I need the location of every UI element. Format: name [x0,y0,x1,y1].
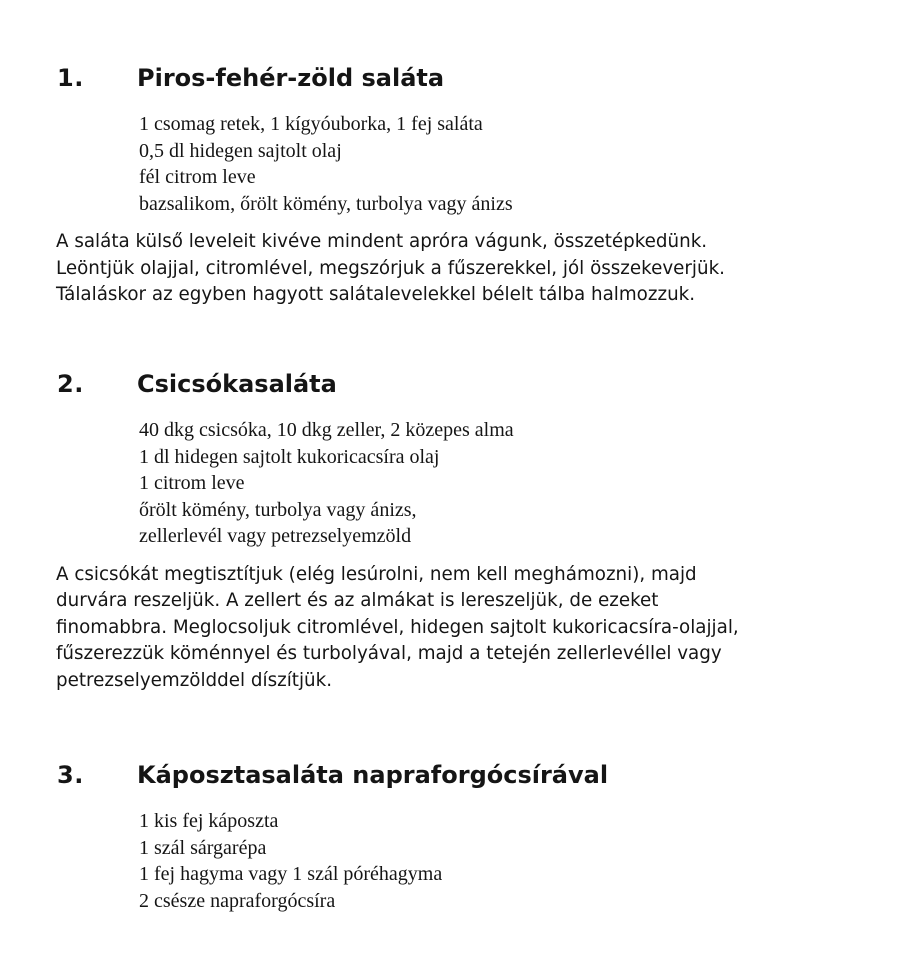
recipe-header [0,58,900,102]
recipe-header [0,755,900,799]
ingredient-item: 1 szál sárgarépa [139,836,267,859]
ingredient-item: bazsalikom, őrölt kömény, turbolya vagy ánizs [139,192,513,215]
recipe-3 [0,755,900,914]
ingredient-item: 40 dkg csicsóka, 10 dkg zeller, 2 közepes alma [139,419,514,441]
method-line: Leöntjük olajjal, citromlével, megszórjuk a fűszerekkel, jól összekeverjük. [56,257,725,279]
ingredient-list [139,417,900,550]
ingredient-item: őrölt kömény, turbolya vagy ánizs, [139,498,417,521]
method-text [56,562,856,695]
method-line: Tálaláskor az egyben hagyott salátalevelekkel bélelt tálba halmozzuk. [56,284,696,305]
ingredient-item: 1 fej hagyma vagy 1 szál póréhagyma [139,863,443,885]
method-line: durvára reszeljük. A zellert és az almákat is lereszeljük, de ezeket [56,590,659,611]
ingredient-item: zellerlevél vagy petrezselyemzöld [139,525,412,547]
recipe-title: Piros-fehér-zöld saláta [137,64,445,92]
ingredient-item: 1 citrom leve [139,472,245,494]
method-line: A csicsókát megtisztítjuk (elég lesúrolni, nem kell meghámozni), majd [56,563,697,585]
ingredient-item: 2 csésze napraforgócsíra [139,889,336,912]
ingredient-list [139,111,900,217]
ingredient-item: 0,5 dl hidegen sajtolt olaj [139,139,342,162]
recipe-number: 3. [57,761,84,789]
ingredient-item: 1 kis fej káposzta [139,810,279,832]
method-line: finomabbra. Meglocsoljuk citromlével, hidegen sajtolt kukoricacsíra-olajjal, [56,616,739,638]
method-line: petrezselyemzölddel díszítjük. [56,669,333,691]
method-line: fűszerezzük köménnyel és turbolyával, majd a tetején zellerlevéllel vagy [56,643,722,664]
ingredient-list [139,808,900,914]
recipe-number: 2. [57,370,84,398]
recipe-header [0,364,900,408]
recipe-1 [0,58,900,309]
ingredient-item: 1 dl hidegen sajtolt kukoricacsíra olaj [139,445,440,468]
ingredient-item: 1 csomag retek, 1 kígyóuborka, 1 fej saláta [139,113,483,135]
recipe-title: Csicsókasaláta [137,370,337,398]
recipe-number: 1. [57,64,84,92]
method-text [56,229,856,309]
method-line: A saláta külső leveleit kivéve mindent apróra vágunk, összetépkedünk. [56,231,708,252]
ingredient-item: fél citrom leve [139,166,256,188]
recipe-title: Káposztasaláta napraforgócsírával [137,761,609,789]
recipe-2 [0,364,900,694]
